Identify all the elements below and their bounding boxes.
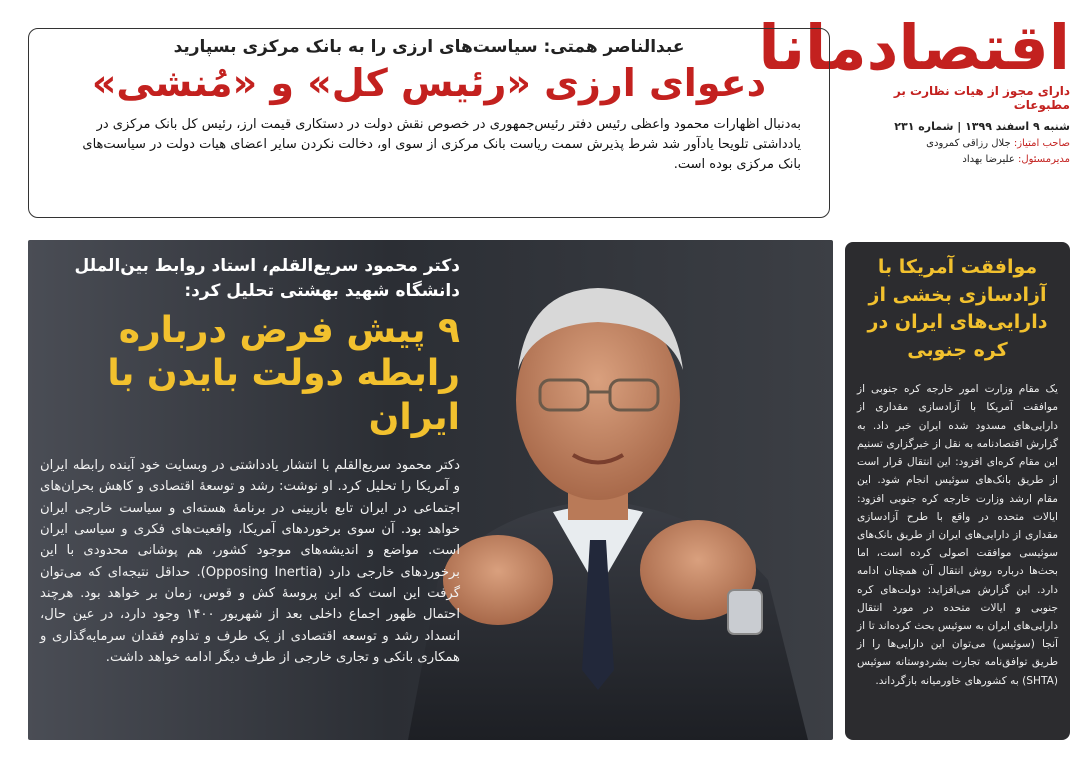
editor-label: مدیرمسئول: xyxy=(1017,154,1070,166)
top-story-headline: دعوای ارزی «رئیس کل» و «مُنشی» xyxy=(91,61,767,105)
newspaper-logo: اقتصادمانا xyxy=(758,11,1070,84)
feature-kicker: دکتر محمود سریع‌القلم، استاد روابط بین‌الملل دانشگاه شهید بهشتی تحلیل کرد: xyxy=(74,256,460,301)
side-story xyxy=(845,242,1070,740)
license-note: دارای مجوز از هیات نظارت بر مطبوعات xyxy=(893,84,1070,113)
top-story-kicker: عبدالناصر همتی: سیاست‌های ارزی را به بانک مرکزی بسپارید xyxy=(173,37,685,57)
feature-text xyxy=(40,254,460,669)
side-story-headline: موافقت آمریکا با آزادسازی بخشی از دارایی‌های ایران در کره جنوبی xyxy=(867,256,1048,361)
publisher-label: صاحب امتیاز: xyxy=(1013,138,1070,150)
feature-body: دکتر محمود سریع‌القلم با انتشار یادداشتی در وبسایت خود آینده رابطه ایران و آمریکا را تحلیل کرد. او نوشت: رشد و توسعۀ اقتصادی و کاهش بحران‌های اجتماعی در ایران تابع بازبینی در برنامۀ هسته‌ای و سیاست خارجی ایران خواهد بود. آن سوی برخوردهای آمریکا، واقعیت‌های فکری و سیاسی ایران است. مواضع و اندیشه‌های موجود کشور، هم پوشانی محدودی با این برخوردهای خارجی دارد (Opposing Inertia). حداقل نتیجه‌ای که می‌توان گرفت این است که این پروسۀ کش و قوس، زمان بر خواهد بود. هرچند احتمال ظهور اجماع داخلی بعد از شهریور ۱۴۰۰ وجود دارد، در عین حال، انسداد رشد و توسعه اقتصادی از یک طرف و تداوم فقدان سرمایه‌گذاری و همکاری بانکی و تجاری خارجی از طرف دیگر ادامه خواهد داشت. xyxy=(40,457,460,666)
masthead xyxy=(758,11,1070,224)
side-story-body: یک مقام وزارت امور خارجه کره جنوبی از موافقت آمریکا با آزادسازی مقداری از دارایی‌های مسدود شده ایران خبر داد. به گزارش اقتصادنامه به نقل از خبرگزاری تسنیم این مقام کره‌ای افزود: این انتقال قرار است از طریق بانک‌های سوئیس انجام شود. این مقام ارشد وزارت خارجه کره جنوبی افزود: ایالات متحده در واقع با طرح آزادسازی مقداری از دارایی‌های ایران از طریق بانک‌های سوئیسی موافقت اصولی کرده است، اما بحث‌ها درباره روش انتقال آن همچنان ادامه دارد. این گزارش می‌افزاید: دولت‌های کره جنوبی و ایالات متحده در مورد انتقال دارایی‌های ایران به سوئیس بحث کرده‌اند تا از آنجا (سوئیس) می‌توان این دارایی‌ها را از طریق توافق‌نامه تجارت بشردوستانه سوئیس (SHTA) به کشورهای خاورمیانه بازگرداند. xyxy=(857,383,1058,687)
publisher-line xyxy=(840,138,1070,149)
top-story xyxy=(28,28,830,218)
feature-headline: ۹ پیش فرض درباره رابطه دولت بایدن با ایران xyxy=(107,310,460,438)
editor-line xyxy=(840,154,1070,165)
issue-date: شنبه ۹ اسفند ۱۳۹۹ | شماره ۲۳۱ xyxy=(894,120,1070,134)
editor-name: علیرضا بهداد xyxy=(962,154,1015,166)
feature-story xyxy=(28,240,833,740)
top-story-body: به‌دنبال اظهارات محمود واعظی رئیس دفتر رئیس‌جمهوری در خصوص نقش دولت در دستکاری قیمت ارز، رئیس کل بانک مرکزی در یادداشتی تلویحا یادآور شد شرط پذیرش سمت ریاست بانک مرکزی از سوی او، دخالت نکردن سایر اعضای هیات دولت در سیاست‌های بانک مرکزی بوده است. xyxy=(82,116,801,172)
publisher-name: جلال رزاقی کمرودی xyxy=(926,138,1011,150)
